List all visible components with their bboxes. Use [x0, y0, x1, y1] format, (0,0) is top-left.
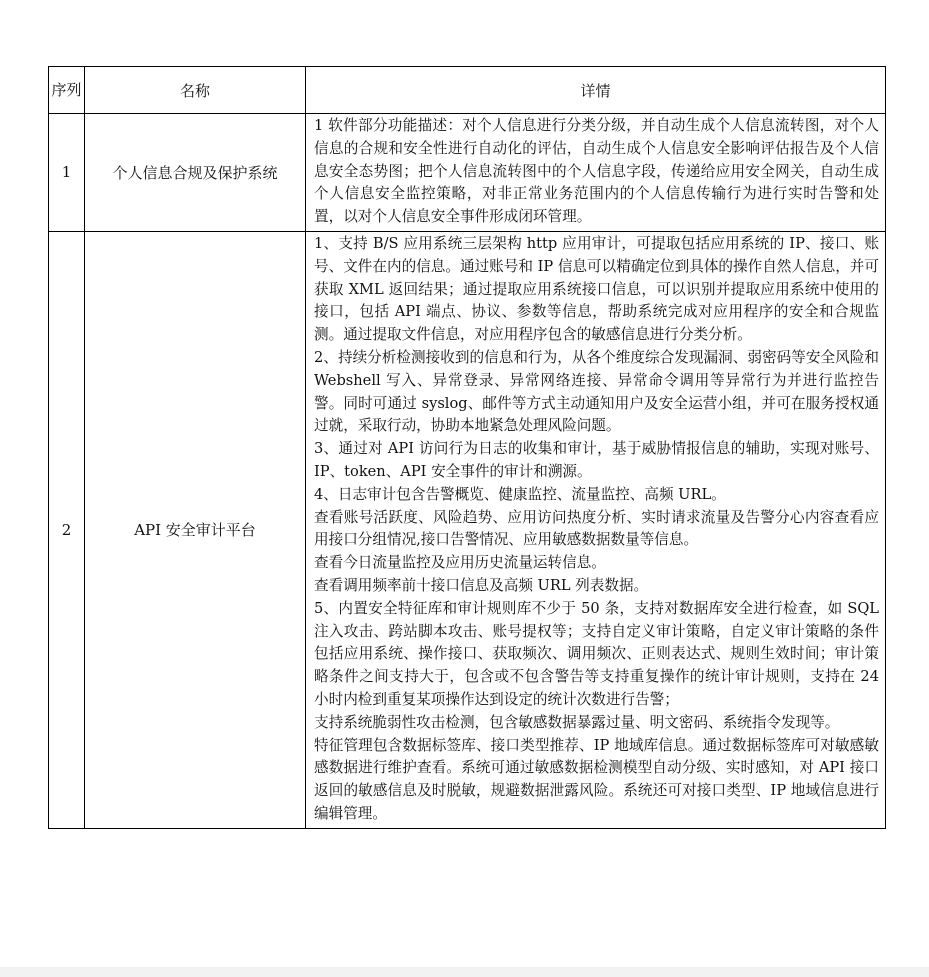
- row-detail: [306, 114, 886, 232]
- detail-paragraph: 4、日志审计包含告警概览、健康监控、流量监控、高频 URL。: [314, 485, 726, 503]
- row-index: 1: [49, 114, 85, 232]
- row-index: 2: [49, 231, 85, 828]
- table-header: [49, 67, 886, 114]
- detail-paragraph: 查看调用频率前十接口信息及高频 URL 列表数据。: [314, 576, 649, 594]
- page-bottom-band: [0, 967, 929, 977]
- row-detail: [306, 231, 886, 828]
- detail-paragraph: 5、内置安全特征库和审计规则库不少于 50 条，支持对数据库安全进行检查，如 SQL 注入攻击、跨站脚本攻击、账号提权等；支持自定义审计策略，自定义审计策略的条件包括应用系统、操作接口、获取频次、调用频次、正则表达式、规则生效时间；审计策略条件之间支持大于，包含或不包含警告等支持重复操作的统计审计规则，支持在 24 小时内检到重复某项操作达到设定的统计次数进行告警；: [314, 599, 879, 708]
- header-detail: 详情: [306, 67, 886, 114]
- header-name: 名称: [85, 67, 306, 114]
- spec-table: [48, 66, 886, 829]
- detail-paragraph: 查看今日流量监控及应用历史流量运转信息。: [314, 554, 606, 572]
- table-body: [49, 114, 886, 829]
- row-name: API 安全审计平台: [85, 231, 306, 828]
- detail-paragraph: 1、支持 B/S 应用系统三层架构 http 应用审计，可提取包括应用系统的 IP、接口、账号、文件在内的信息。通过账号和 IP 信息可以精确定位到具体的操作自然人信息，并可获取 XML 返回结果；通过提取应用系统接口信息，可以识别并提取应用系统中使用的接口，包括 API 端点、协议、参数等信息，帮助系统完成对应用程序的安全和合规监测。通过提取文件信息，对应用程序包含的敏感信息进行分类分析。: [314, 234, 879, 344]
- table-row: [49, 231, 886, 828]
- detail-paragraph: 1 软件部分功能描述：对个人信息进行分类分级，并自动生成个人信息流转图，对个人信息的合规和安全性进行自动化的评估，自动生成个人信息安全影响评估报告及个人信息安全态势图；把个人信息流转图中的个人信息字段，传递给应用安全网关，自动生成个人信息安全监控策略，对非正常业务范围内的个人信息传输行为进行实时告警和处置，以对个人信息安全事件形成闭环管理。: [314, 117, 879, 226]
- detail-paragraph: 2、持续分析检测接收到的信息和行为，从各个维度综合发现漏洞、弱密码等安全风险和 Webshell 写入、异常登录、异常网络连接、异常命令调用等异常行为并进行监控告警。同时可通过 syslog、邮件等方式主动通知用户及安全运营小组，并可在服务授权通过就，采取行动，协助本地紧急处理风险问题。: [314, 348, 879, 435]
- header-index: 序列: [49, 67, 85, 114]
- header-row: [49, 67, 886, 114]
- row-name: 个人信息合规及保护系统: [85, 114, 306, 232]
- table-row: [49, 114, 886, 232]
- detail-paragraph: 支持系统脆弱性攻击检测，包含敏感数据暴露过量、明文密码、系统指令发现等。: [314, 713, 840, 731]
- detail-paragraph: 特征管理包含数据标签库、接口类型推荐、IP 地域库信息。通过数据标签库可对敏感敏感数据进行维护查看。系统可通过敏感数据检测模型自动分级、实时感知，对 API 接口返回的敏感信息及时脱敏，规避数据泄露风险。系统还可对接口类型、IP 地域信息进行编辑管理。: [314, 736, 879, 822]
- detail-paragraph: 3、通过对 API 访问行为日志的收集和审计，基于威胁情报信息的辅助，实现对账号、IP、token、API 安全事件的审计和溯源。: [314, 440, 879, 480]
- detail-paragraph: 查看账号活跃度、风险趋势、应用访问热度分析、实时请求流量及告警分心内容查看应用接口分组情况,接口告警情况、应用敏感数据数量等信息。: [314, 508, 879, 549]
